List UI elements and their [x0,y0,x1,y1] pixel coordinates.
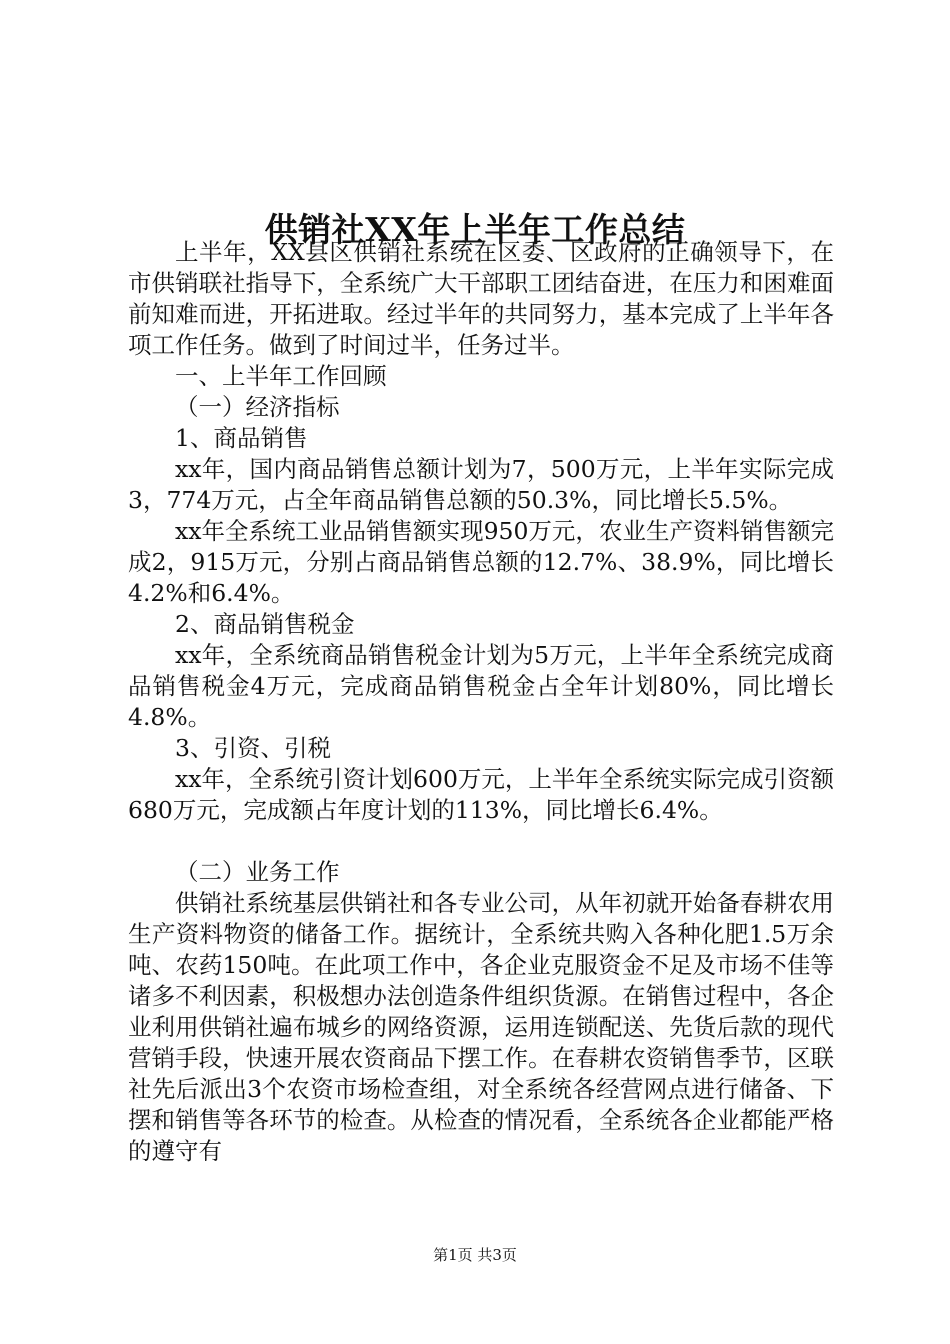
paragraph-investment: xx年，全系统引资计划600万元，上半年全系统实际完成引资额680万元，完成额占年度计划的113%，同比增长6.4%。 [128,765,834,824]
document-title: 供销社XX年上半年工作总结 [264,210,686,250]
item-heading-tax: 2、商品销售税金 [175,610,355,638]
paragraph-sales-breakdown: xx年全系统工业品销售额实现950万元，农业生产资料销售额完成2，915万元，分别占商品销售总额的12.7%、38.9%，同比增长4.2%和6.4%。 [128,517,834,607]
paragraph-sales-total: xx年，国内商品销售总额计划为7，500万元，上半年实际完成3，774万元，占全年商品销售总额的50.3%，同比增长5.5%。 [128,455,834,514]
item-heading-sales: 1、商品销售 [175,424,308,452]
document-body [128,237,834,1167]
item-heading-investment: 3、引资、引税 [175,734,331,762]
subsection-heading-business: （二）业务工作 [175,858,340,886]
paragraph-business: 供销社系统基层供销社和各专业公司，从年初就开始备春耕农用生产资料物资的储备工作。据统计，全系统共购入各种化肥1.5万余吨、农药150吨。在此项工作中，各企业克服资金不足及市场不佳等诸多不利因素，积极想办法创造条件组织货源。在销售过程中，各企业利用供销社遍布城乡的网络资源，运用连锁配送、先货后款的现代营销手段，快速开展农资商品下摆工作。在春耕农资销售季节，区联社先后派出3个农资市场检查组，对全系统各经营网点进行储备、下摆和销售等各环节的检查。从检查的情况看，全系统各企业都能严格的遵守有 [128,889,834,1165]
subsection-heading-economic: （一）经济指标 [175,393,340,421]
page-footer: 第1页 共3页 [433,1246,517,1264]
paragraph-tax: xx年，全系统商品销售税金计划为5万元，上半年全系统完成商品销售税金4万元，完成商品销售税金占全年计划80%，同比增长4.8%。 [128,641,834,731]
section-heading-review: 一、上半年工作回顾 [175,362,387,390]
paragraph-intro: 上半年，XX县区供销社系统在区委、区政府的正确领导下，在市供销联社指导下，全系统广大干部职工团结奋进，在压力和困难面前知难而进，开拓进取。经过半年的共同努力，基本完成了上半年各项工作任务。做到了时间过半，任务过半。 [128,238,834,359]
